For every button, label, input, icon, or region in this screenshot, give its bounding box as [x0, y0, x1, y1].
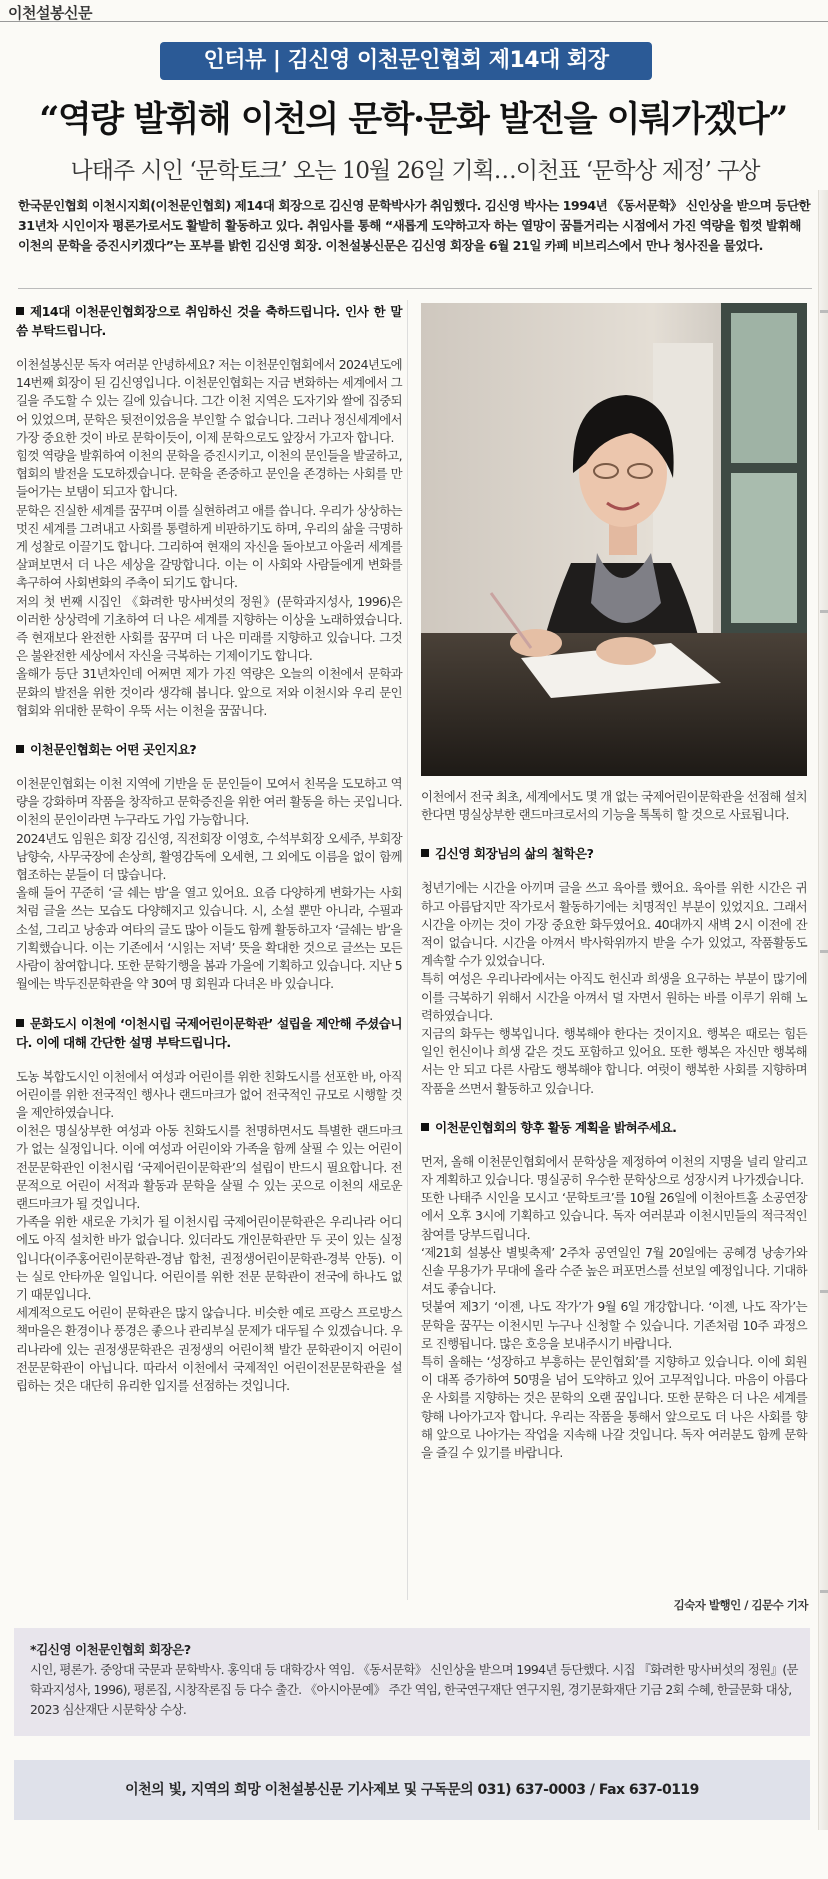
subheadline: 나태주 시인 ‘문학토크’ 오는 10월 26일 기획…이천표 ‘문학상 제정’ 구상 [70, 158, 760, 184]
answer-paragraph: 또한 나태주 시인을 모시고 ‘문학토크’를 10월 26일에 이천아트홀 소공연장에서 오후 3시에 기획하고 있습니다. 독자 여러분과 이천시민들의 적극적인 참여를 당부드립니다. [421, 1190, 807, 1242]
square-bullet-icon [16, 307, 24, 315]
answer-paragraph: 힘껏 역량을 발휘하여 이천의 문학을 증진시키고, 이천의 문인들을 발굴하고, 협회의 발전을 도모하겠습니다. 문학을 존중하고 문인을 존경하는 사회를 만들어가는 보탬이 되고자 합니다. [16, 448, 402, 500]
answer-paragraph: 2024년도 임원은 회장 김신영, 직전회장 이영호, 수석부회장 오세주, 부회장 남향숙, 사무국장에 손상희, 활영감독에 오세현, 그 외에도 이름을 없이 함께 협조하는 분들이 더 많습니다. [16, 830, 402, 883]
edge-mark [820, 610, 828, 613]
answer-paragraph: 올해 들어 꾸준히 ‘글 쉐는 밤’을 열고 있어요. 요즘 다양하게 변화가는 사회처럼 글을 쓰는 모습도 다양해지고 있습니다. 시, 소설 뿐만 아니라, 수필과 소설, 그리고 낭송과 여타의 글도 많아 이들도 함께 활동하고자 ‘글쉐는 밤’을 기획했습니다. 이는 기존에서 ‘시읽는 저녁’ 뜻을 확대한 것으로 글쓰는 모든 사람이 참여합니다. 또한 문학기행을 봄과 가을에 기획하고 있습니다. 지난 5월에는 박두진문학관을 약 30여 명 회원과 다녀온 바 있습니다. [16, 885, 402, 992]
answer-paragraph: 문학은 진실한 세계를 꿈꾸며 이를 실현하려고 애를 씁니다. 우리가 상상하는 멋진 세계를 그려내고 사회를 통렬하게 비판하기도 하며, 우리의 삶을 극명하게 성찰로 이끌기도 합니다. 그리하여 현재의 자신을 돌아보고 아울러 세계를 살펴보면서 더 나은 세상을 갈망합니다. 이는 이 사회와 사람들에게 변화를 촉구하여 사회변화의 주축이 되기도 합니다. [16, 502, 402, 591]
profile-box [14, 1628, 810, 1736]
lead-divider [18, 288, 812, 289]
answer-paragraph: 지금의 화두는 행복입니다. 행복해야 한다는 것이지요. 행복은 때로는 힘든 일인 헌신이나 희생 같은 것도 포함하고 있어요. 또한 행복은 자신만 행복해서는 안 되고 다른 사람도 행복해야 합니다. 여럿이 행복한 사회를 지향하며 작품을 쓰면서 활동하고 있습니다. [421, 1026, 807, 1096]
continuation-paragraph: 이천에서 전국 최초, 세계에서도 몇 개 없는 국제어린이문학관을 선점해 설치한다면 명실상부한 랜드마크로서의 기능을 톡톡히 할 것으로 사료됩니다. [421, 789, 807, 823]
right-column [421, 788, 807, 1462]
square-bullet-icon [421, 849, 429, 857]
answer-paragraph: 세계적으로도 어린이 문학관은 많지 않습니다. 비슷한 예로 프랑스 프로방스 책마을은 환경이나 풍경은 좋으나 관리부실 문제가 대두될 수 있겠습니다. 우리나라에 있는 권정생문학관은 권정생의 어린이책 발간 문학관이지 어린이 전문문학관이 아닙니다. 따라서 이천에서 국제적인 어린이전문문학관을 설립하는 것은 대단히 유리한 입지를 선점하는 것입니다. [16, 1305, 402, 1393]
masthead-rule [0, 21, 828, 22]
answer-paragraph: 이천설봉신문 독자 여러분 안녕하세요? 저는 이천문인협회에서 2024년도에 14번째 회장이 된 김신영입니다. 이천문인협회는 지금 변화하는 세계에서 그 길을 주도할 수 있는 길에 있습니다. 그간 이천 지역은 도자기와 쌀에 집중되어 있었으며, 문학은 뒷전이었음을 부인할 수 없습니다. 그러나 정신세계에서 가장 중요한 것이 바로 문학이듯이, 이제 문학으로도 앞장서 가고자 합니다. [16, 357, 402, 445]
profile-text: 시인, 평론가. 중앙대 국문과 문학박사. 홍익대 등 대학강사 역임. 《동서문학》 신인상을 받으며 1994년 등단했다. 시집 『화려한 망사버섯의 정원』(문학과지성사, 1996), 평론집, 시창작론집 등 다수 출간. 《아시아문예》 주간 역임, 한국연구재단 연구지원, 경기문화재단 기금 2회 수혜, 한글문화 대상, 2023 심산재단 시문학상 수상. [30, 1662, 798, 1717]
answer-paragraph: 먼저, 올해 이천문인협회에서 문학상을 제정하여 이천의 지명을 널리 알리고자 계획하고 있습니다. 명실공히 우수한 문학상으로 성장시켜 나가겠습니다. [421, 1153, 807, 1188]
byline: 김숙자 발행인 / 김문수 기자 [673, 1598, 808, 1612]
answer-paragraph: 도농 복합도시인 이천에서 여성과 어린이를 위한 친화도시를 선포한 바, 아직 어린이를 위한 전국적인 행사나 랜드마크가 없어 전국적인 규모로 시행할 것을 제안하였습니다. [16, 1068, 402, 1120]
answer-paragraph: 올해가 등단 31년차인데 어쩌면 제가 가진 역량은 오늘의 이천에서 문학과 문화의 발전을 위한 것이라 생각해 봅니다. 앞으로 저와 이천시와 우리 문인협회와 위대한 문학이 우뚝 서는 이천을 꿈꿉니다. [16, 666, 402, 718]
portrait-illustration [421, 303, 807, 776]
question-text: 이천문인협회의 향후 활동 계획을 밝혀주세요. [435, 1119, 677, 1135]
answer-paragraph: 특히 여성은 우리나라에서는 아직도 헌신과 희생을 요구하는 부분이 많기에 이를 극복하기 위해서 시간을 아껴서 덜 자면서 원하는 바를 이루기 위해 노력하였습니다. [421, 971, 807, 1023]
edge-mark [820, 950, 828, 953]
answer-paragraph: ‘제21회 설봉산 별빛축제’ 2주차 공연일인 7월 20일에는 공혜경 낭송가와 신솔 무용가가 무대에 올라 수준 높은 퍼포먼스를 선보일 예정입니다. 기대하셔도 좋습니다. [421, 1244, 807, 1297]
footer-contact: 이천의 빛, 지역의 희망 이천설봉신문 기사제보 및 구독문의 031) 637-0003 / Fax 637-0119 [14, 1760, 810, 1820]
portrait-photo [421, 303, 807, 776]
left-column [16, 302, 402, 1395]
edge-mark [820, 1590, 828, 1593]
answer-paragraph: 이천은 명실상부한 여성과 아동 친화도시를 천명하면서도 특별한 랜드마크가 없는 실정입니다. 이에 여성과 어린이와 가족을 함께 살필 수 있는 어린이전문문학관인 이천시립 ‘국제어린이문학관’의 설립이 반드시 필요합니다. 전문적으로 어린이 서적과 활동과 문학을 살필 수 있는 곳으로 이천의 새로운 랜드마크가 될 것입니다. [16, 1123, 402, 1211]
question-1 [16, 302, 402, 340]
question-text: 문화도시 이천에 ‘이천시립 국제어린이문학관’ 설립을 제안해 주셨습니다. 이에 대해 간단한 설명 부탁드립니다. [16, 1015, 402, 1050]
question-3 [16, 1014, 402, 1052]
question-text: 이천문인협회는 어떤 곳인지요? [30, 742, 197, 758]
answer-paragraph: 특히 올해는 ‘성장하고 부흥하는 문인협회’를 지향하고 있습니다. 이에 회원이 대폭 증가하여 50명을 넘어 도약하고 있어 고무적입니다. 마음이 아름다운 사회를 지향하는 것은 문학의 오랜 꿈입니다. 또한 문학은 더 나은 세계를 향해 나아가고자 합니다. 우리는 작품을 통해서 앞으로도 더 나은 사회를 향해 앞으로 나아가는 작업을 지속해 나갈 것입니다. 독자 여러분도 함께 문학을 즐길 수 있기를 바랍니다. [421, 1354, 807, 1461]
square-bullet-icon [421, 1123, 429, 1131]
lead-paragraph: 한국문인협회 이천시지회(이천문인협회) 제14대 회장으로 김신영 문학박사가 취임했다. 김신영 박사는 1994년 《동서문학》 신인상을 받으며 등단한 31년차 시인이자 평론가로서도 활발히 활동하고 있다. 취임사를 통해 “새롭게 도약하고자 하는 열망이 꿈틀거리는 시점에서 가진 역량을 힘껏 발휘해 이천의 문학을 증진시키겠다”는 포부를 밝힌 김신영 회장. 이천설봉신문은 김신영 회장을 6월 21일 카페 비브리스에서 만나 청사진을 물었다. [18, 198, 811, 253]
question-2 [16, 740, 402, 759]
answer-paragraph: 덧붙여 제3기 ‘이젠, 나도 작가’가 9월 6일 개강합니다. ‘이젠, 나도 작가’는 문학을 꿈꾸는 이천시민 누구나 신청할 수 있습니다. 기존처럼 10주 과정으로 진행됩니다. 많은 호응을 보내주시기 바랍니다. [421, 1299, 807, 1351]
column-divider [407, 300, 408, 1600]
question-text: 김신영 회장님의 삶의 철학은? [435, 846, 594, 862]
edge-mark [820, 1290, 828, 1293]
interview-label-bar: 인터뷰 | 김신영 이천문인협회 제14대 회장 [160, 42, 652, 80]
square-bullet-icon [16, 745, 24, 753]
square-bullet-icon [16, 1019, 24, 1027]
profile-heading: *김신영 이천문인협회 회장은? [30, 1642, 191, 1657]
answer-paragraph: 이천문인협회는 이천 지역에 기반을 둔 문인들이 모여서 친목을 도모하고 역량을 강화하며 작품을 창작하고 문학증진을 위한 여러 활동을 하는 곳입니다. 이천의 문인이라면 누구라도 가입 가능합니다. [16, 776, 402, 828]
masthead [0, 0, 828, 22]
newspaper-name: 이천설봉신문 [8, 4, 92, 22]
adjacent-page-edge [818, 190, 828, 1830]
answer-paragraph: 청년기에는 시간을 아끼며 글을 쓰고 육아를 했어요. 육아를 위한 시간은 귀하고 아름답지만 작가로서 활동하기에는 치명적인 부분이 있었지요. 그래서 시간을 아끼는 것이 가장 중요한 화두였어요. 40대까지 새벽 2시 이전에 잔 적이 없습니다. 시간을 아껴서 박사학위까지 받을 수가 있었고, 작품활동도 계속할 수가 있었습니다. [421, 880, 807, 969]
question-5 [421, 1118, 807, 1137]
edge-mark [820, 310, 828, 313]
answer-paragraph: 저의 첫 번째 시집인 《화려한 망사버섯의 정원》(문학과지성사, 1996)은 이러한 상상력에 기초하여 더 나은 세계를 지향하는 이상을 노래하였습니다. 즉 현재보다 완전한 사회를 꿈꾸며 더 나은 미래를 지향하고 있습니다. 그것은 불완전한 세상에서 자신을 극복하는 기제이기도 합니다. [16, 593, 402, 664]
question-text: 제14대 이천문인협회장으로 취임하신 것을 축하드립니다. 인사 한 말씀 부탁드립니다. [16, 304, 402, 338]
answer-paragraph: 가족을 위한 새로운 가치가 될 이천시립 국제어린이문학관은 우리나라 어디에도 아직 설치한 바가 없습니다. 있더라도 개인문학관만 두 곳이 있는 실정입니다(이주홍어린이문학관-경남 합천, 권정생어린이문학관-경북 안동). 이는 실로 안타까운 일입니다. 어린이를 위한 전문 문학관이 전국에 하나도 없기 때문입니다. [16, 1214, 402, 1302]
headline: “역량 발휘해 이천의 문학·문화 발전을 이뤄가겠다” [39, 99, 787, 140]
question-4 [421, 844, 807, 863]
